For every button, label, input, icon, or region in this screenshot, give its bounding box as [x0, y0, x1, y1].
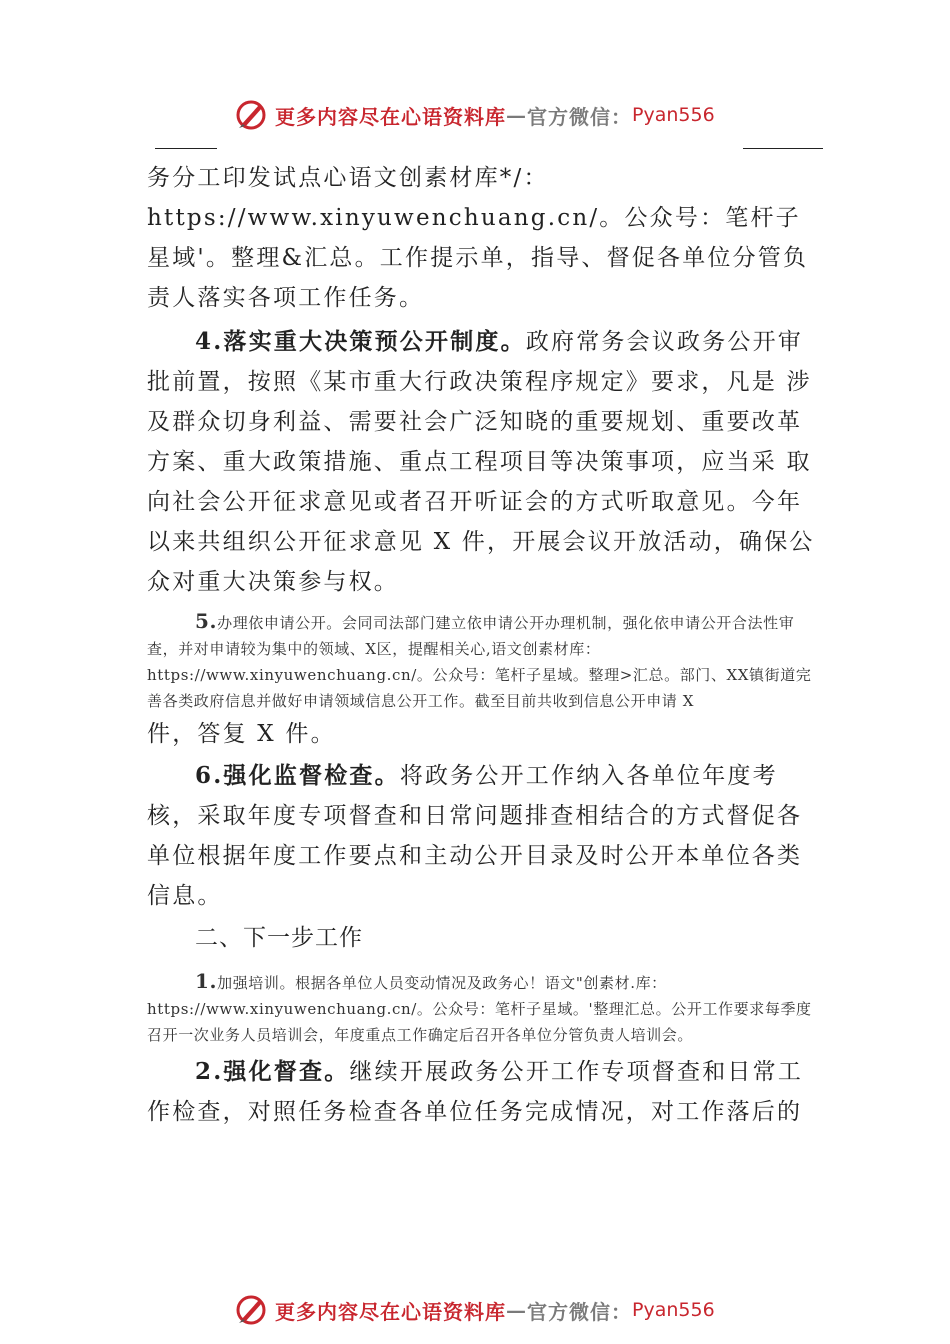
paragraph-item-6 [147, 756, 815, 916]
next-1-number: 1. [195, 969, 218, 993]
item-6-title: 6.强化监督检查。 [195, 762, 400, 789]
document-body [147, 158, 815, 1132]
paragraph-next-2 [147, 1052, 815, 1132]
paragraph-item-4 [147, 322, 815, 602]
footer-banner [233, 1290, 715, 1330]
next-2-title: 2.强化督查。 [195, 1058, 350, 1085]
item-4-title: 4.落实重大决策预公开制度。 [195, 328, 526, 355]
header-rule-left [155, 148, 217, 149]
item-4-text: 政府常务会议政务公开审批前置，按照《某市重大行政决策程序规定》要求，凡是 涉及群众切身利益、需要社会广泛知晓的重要规划、重要改革方案、重大政策措施、重点工程项目等决策事项，应当采 取向社会公开征求意见或者召开听证会的方式听取意见。今年以来共组织公开征求意见 X 件，开展会议开放活动，确保公众对重大决策参与权。 [147, 329, 815, 595]
item-6-text: 将政务公开工作纳入各单位年度考核，采取年度专项督查和日常问题排查相结合的方式督促各单位根据年度工作要点和主动公开目录及时公开本单位各类信息。 [147, 763, 803, 909]
banner-wechat-id: Pyan556 [632, 104, 715, 126]
paragraph-continuation: 务分工印发试点心语文创素材库*/：https://www.xinyuwenchuang.cn/。公众号：笔杆子星域'。整理&汇总。工作提示单，指导、督促各单位分管负责人落实各项工作任务。 [147, 165, 809, 311]
banner-wechat-label: 官方微信： [527, 104, 632, 129]
item-5-text: 办理依申请公开。会同司法部门建立依申请公开办理机制，强化依申请公开合法性审查，并对申请较为集中的领域、X区，提醒相关心,语文创素材库：https://www.xinyuwenchuang.cn/。公众号：笔杆子星域。整理>汇总。部门、XX镇街道完善各类政府信息并做好申请领域信息公开工作。截至目前共收到信息公开申请 X [147, 614, 812, 710]
header-rule-right [743, 148, 823, 149]
paragraph-item-5 [147, 608, 815, 714]
banner-main-text: 更多内容尽在心语资料库 [275, 104, 506, 129]
section-heading-next-steps: 二、下一步工作 [195, 925, 363, 951]
next-1-text: 加强培训。根据各单位人员变动情况及政务心！语文"创素材.库：https://www.xinyuwenchuang.cn/。公众号：笔杆子星域。'整理汇总。公开工作要求每季度召开一次业务人员培训会，年度重点工作确定后召开各单位分管负责人培训会。 [147, 974, 812, 1044]
item-5-number: 5. [195, 609, 218, 633]
footer-wechat-label: 官方微信： [527, 1299, 632, 1324]
banner-separator: — [506, 103, 527, 127]
brush-logo-icon [233, 1292, 269, 1328]
item-5-tail: 件，答复 X 件。 [147, 721, 336, 747]
footer-main-text: 更多内容尽在心语资料库 [275, 1299, 506, 1324]
header-banner [233, 95, 715, 135]
footer-wechat-id: Pyan556 [632, 1299, 715, 1321]
brush-logo-icon [233, 97, 269, 133]
paragraph-next-1 [147, 968, 815, 1048]
footer-separator: — [506, 1298, 527, 1322]
next-2-text: 继续开展政务公开工作专项督查和日常工作检查，对照任务检查各单位任务完成情况，对工作落后的 [147, 1059, 804, 1125]
